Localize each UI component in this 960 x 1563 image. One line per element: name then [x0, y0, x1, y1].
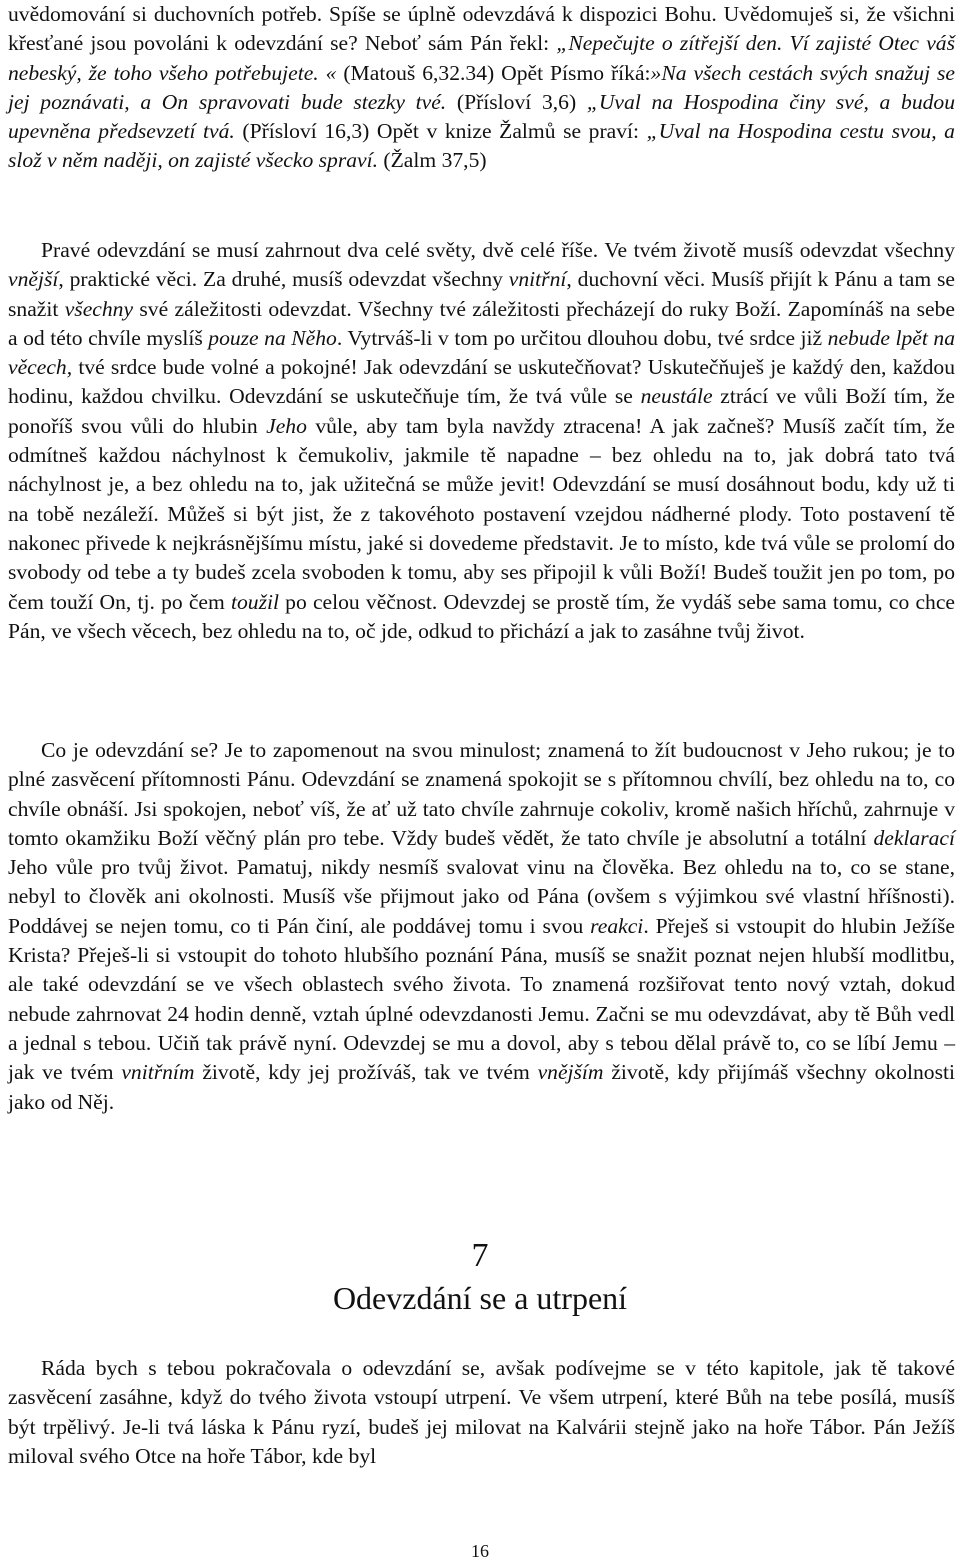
chapter-title: Odevzdání se a utrpení: [332, 1280, 628, 1316]
bible-quote: „Nepečujte o zítřejší den. Ví zajisté Otec váš nebeský, že toho všeho potřebujete. «: [8, 31, 955, 85]
text-run: své záležitosti odevzdat. Všechny tvé záležitosti přecházejí do ruky Boží. Zapomínáš na sebe a od této chvíle myslíš: [8, 296, 955, 350]
emphasis: pouze na Něho: [208, 325, 337, 350]
bible-quote: „Uval na Hospodina činy své, a budou upevněna předsevzetí tvá.: [8, 89, 956, 144]
emphasis: deklarací: [873, 825, 955, 850]
text-run: . Vytrváš-li v tom po určitou dlouhou dobu, tvé srdce již: [336, 325, 828, 350]
text-run: uvědomování si duchovních potřeb. Spíše se úplně odevzdává k dispozici Bohu. Uvědomuješ si, že všichni křesťané jsou povoláni k odevzdání se? Neboť sám Pán řekl:: [8, 2, 955, 56]
text-run: (Přísloví 3,6): [446, 89, 587, 114]
emphasis: Jeho: [266, 413, 307, 438]
chapter-number: 7: [471, 1237, 489, 1274]
text-run: (Přísloví 16,3) Opět v knize Žalmů se praví:: [234, 119, 647, 144]
text-run: ztrácí ve vůli Boží tím, že ponoříš svou vůli do hlubin: [8, 384, 955, 438]
text-run: Co je odevzdání se? Je to zapomenout na svou minulost; znamená to žít budoucnost v Jeho rukou; je to plné zasvěcení přítomnosti Pánu. Odevzdání se znamená spokojit se s přítomnou chvílí, bez ohledu na to, co chvíle obnáší. Jsi spokojen, neboť víš, že ať už tato chvíle zahrnuje cokoliv, kromě našich hříchů, zahrnuje v tomto okamžiku Boží věčný plán pro tebe. Vždy budeš vědět, že tato chvíle je absolutní a totální: [8, 738, 955, 850]
emphasis: vnitřní: [508, 267, 567, 292]
body-paragraph: [8, 736, 955, 1117]
text-run: Pravé odevzdání se musí zahrnout dva celé světy, dvě celé říše. Ve tvém životě musíš odevzdat všechny: [41, 238, 955, 262]
emphasis: toužil: [231, 589, 279, 614]
body-paragraph: [8, 236, 955, 646]
emphasis: vnitřním: [121, 1060, 195, 1085]
bible-quote: »Na všech cestách svých snažuj se jej poznávati, a On spravovati bude stezky tvé.: [8, 60, 955, 114]
text-run: (Žalm 37,5): [378, 148, 487, 173]
page-number: 16: [471, 1541, 489, 1561]
text-run: životě, kdy jej prožíváš, tak ve tvém: [194, 1060, 538, 1085]
emphasis: reakci: [590, 913, 644, 938]
text-run: Ráda bych s tebou pokračovala o odevzdání se, avšak podívejme se v této kapitole, jak tě takové zasvěcení zasáhne, když do tvého života vstoupí utrpení. Ve všem utrpení, které Bůh na tebe posílá, musíš být trpělivý. Je-li tvá láska k Pánu ryzí, budeš jej milovat na Kalvárii stejně jako na hoře Tábor. Pán Ježíš miloval svého Otce na hoře Tábor, kde byl: [8, 1356, 955, 1468]
text-run: Jeho vůle pro tvůj život. Pamatuj, nikdy nesmíš svalovat vinu na člověka. Bez ohledu na to, co se stane, nebyl to člověk ani okolnosti. Musíš vše přijmout jako od Pána (ovšem s výjimkou své vlastní hříšnosti). Poddávej se nejen tomu, co ti Pán činí, ale poddávej tomu i svou: [8, 855, 955, 938]
emphasis: vnější: [8, 267, 59, 292]
text-run: , duchovní věci. Musíš přijít k Pánu a tam se snažit: [8, 267, 955, 321]
text-run: životě, kdy přijímáš všechny okolnosti jako od Něj.: [8, 1060, 955, 1114]
body-paragraph: [8, 1354, 955, 1471]
emphasis: všechny: [64, 296, 134, 321]
text-run: (Matouš 6,32.34) Opět Písmo říká:: [336, 60, 651, 85]
intro-paragraph: [8, 0, 955, 176]
text-run: po celou věčnost. Odevzdej se prostě tím, že vydáš sebe sama tomu, co chce Pán, ve všech věcech, bez ohledu na to, oč jde, odkud to přichází a jak to zasáhne tvůj život.: [8, 589, 955, 643]
text-run: , praktické věci. Za druhé, musíš odevzdat všechny: [58, 267, 509, 292]
emphasis: vnějším: [537, 1060, 604, 1085]
text-run: vůle, aby tam byla navždy ztracena! A jak začneš? Musíš začít tím, že odmítneš každou náchylnost k čemukoliv, jakmile tě napadne – bez ohledu na to, jak dobrá tato tvá náchylnost je, a bez ohledu na to, jak užitečná se může jevit! Odevzdání se musí dosáhnout bodu, kdy už ti na tobě nezáleží. Můžeš si být jist, že z takovéhoto postavení vzejdou nádherné plody. Toto postavení tě nakonec přivede k nejkrásnějšímu místu, jaké si dovedeme představit. Je to místo, kde tvá vůle se prolomí do svobody od tebe a ty budeš zcela svoboden k tomu, aby ses připojil k vůli Boží! Budeš toužit jen po tom, po čem touží On, tj. po čem: [8, 413, 955, 614]
emphasis: nebude lpět na věcech,: [8, 325, 955, 380]
bible-quote: „Uval na Hospodina cestu svou, a slož v něm naději, on zajisté všecko spraví.: [8, 119, 955, 173]
text-run: . Přeješ si vstoupit do hlubin Ježíše Krista? Přeješ-li si vstoupit do tohoto hlubšího poznání Pána, musíš se snažit poznat nejen hlubší modlitbu, ale také odevzdání se ve všech oblastech svého života. To znamená rozšiřovat tento nový vztah, dokud nebude zahrnovat 24 hodin denně, vztah úplné odevzdanosti Jemu. Začni se mu odevzdávat, aby tě Bůh vedl a jednal s tebou. Učiň tak právě nyní. Odevzdej se mu a dovol, aby s tebou dělal právě to, co se líbí Jemu – jak ve tvém: [8, 913, 955, 1085]
emphasis: neustále: [640, 384, 713, 409]
text-run: tvé srdce bude volné a pokojné! Jak odevzdání se uskutečňovat? Uskutečňuješ je každý den, každou hodinu, každou chvilku. Odevzdání se uskutečňuje tím, že tvá vůle se: [8, 355, 955, 409]
